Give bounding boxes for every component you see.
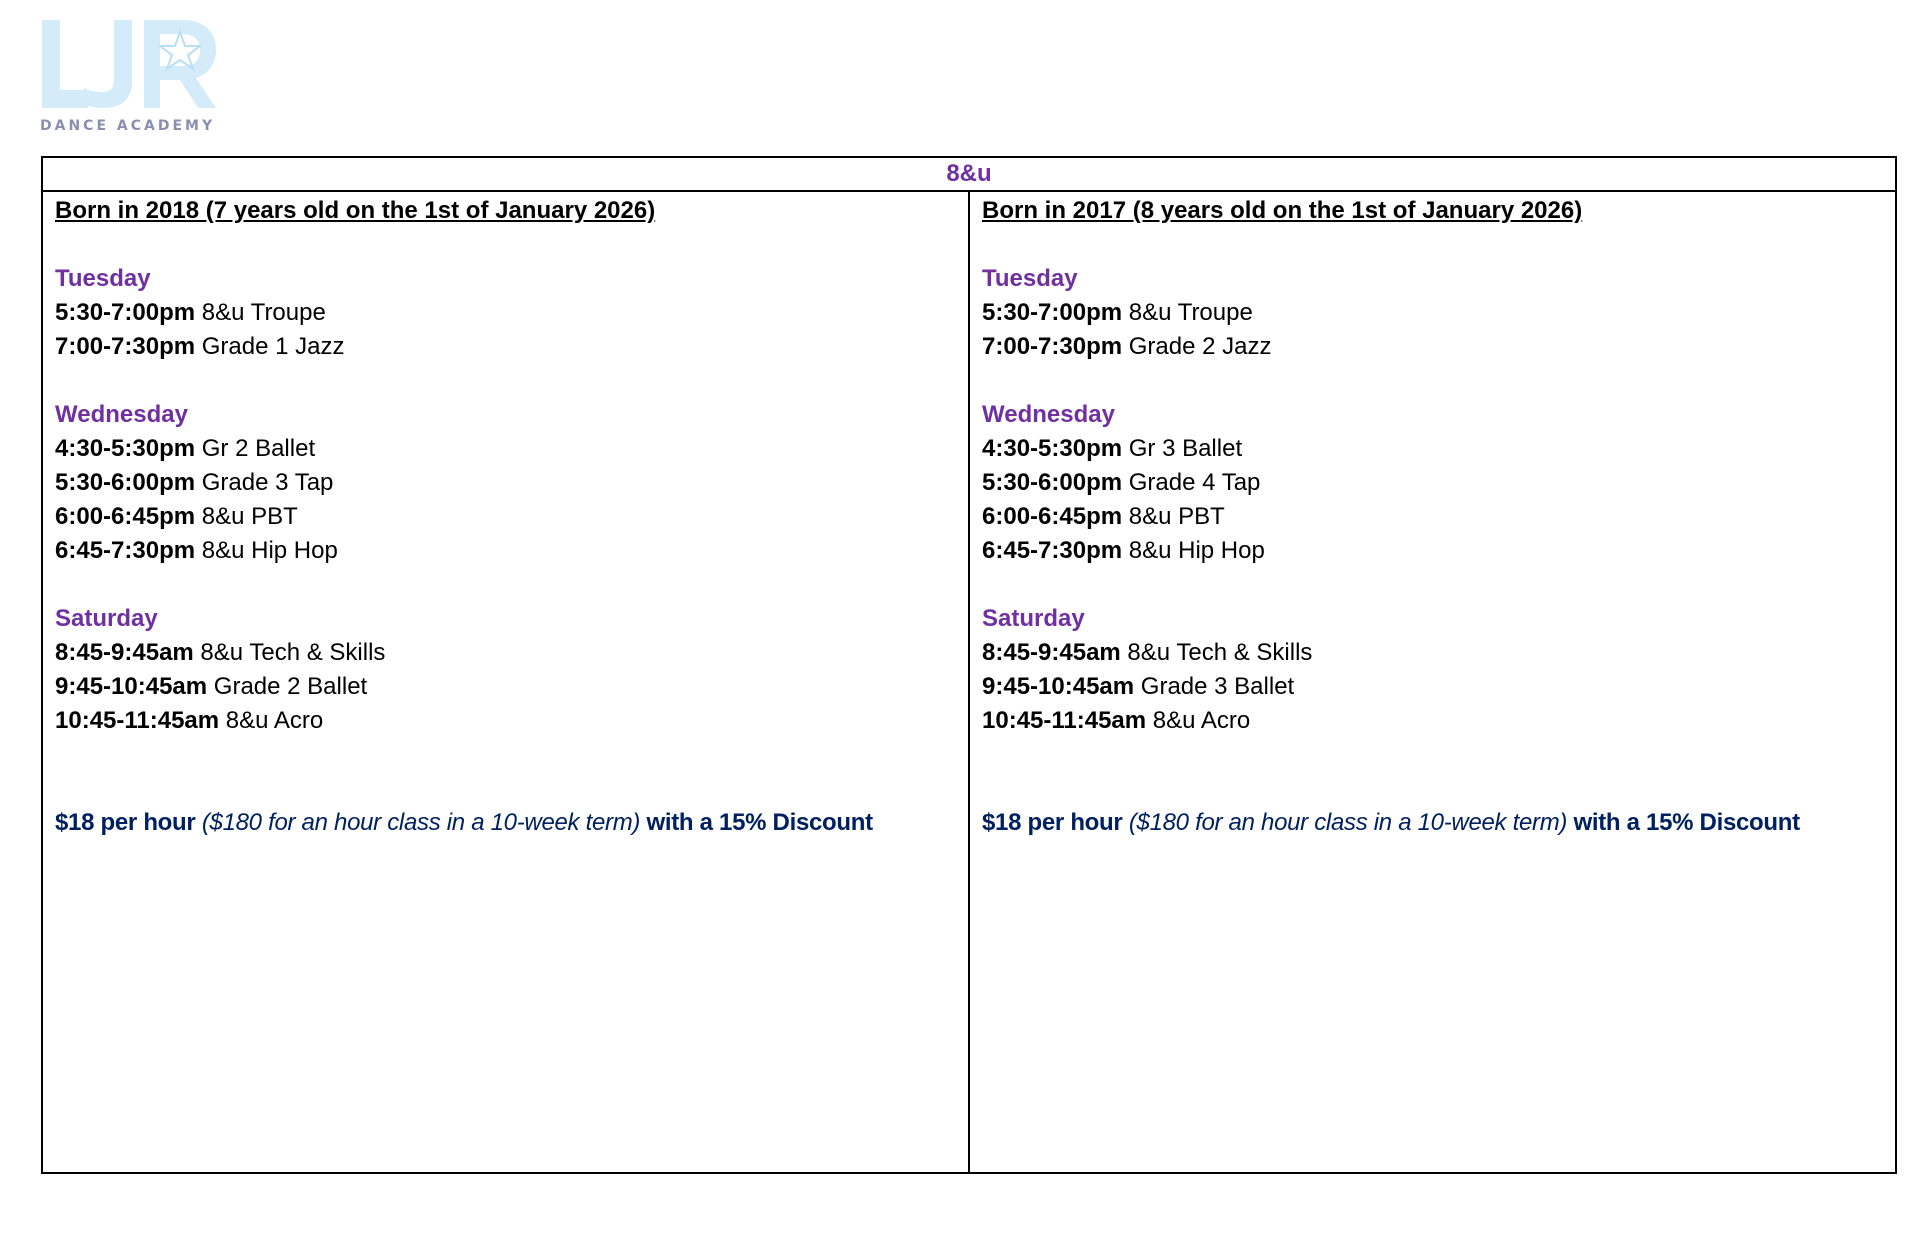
class-row: [982, 704, 1883, 738]
class-name: Grade 3 Ballet: [1140, 673, 1295, 700]
class-time: 5:30-6:00pm: [982, 469, 1123, 496]
class-name: 8&u Hip Hop: [1128, 537, 1265, 564]
class-time: 5:30-7:00pm: [982, 299, 1123, 326]
class-name: 8&u Troupe: [201, 299, 326, 326]
class-time: 6:45-7:30pm: [982, 537, 1123, 564]
class-name: Gr 3 Ballet: [1128, 435, 1243, 462]
academy-logo: [40, 18, 230, 138]
day-heading-saturday: Saturday: [982, 605, 1085, 632]
class-row: [982, 534, 1883, 568]
class-time: 7:00-7:30pm: [982, 333, 1123, 360]
class-time: 9:45-10:45am: [55, 673, 208, 700]
class-time: 6:00-6:45pm: [982, 503, 1123, 530]
class-name: 8&u Tech & Skills: [200, 639, 386, 666]
class-time: 10:45-11:45am: [982, 707, 1147, 734]
class-row: [55, 500, 956, 534]
pricing-detail: ($180 for an hour class in a 10-week term): [201, 809, 641, 836]
schedule-column-2017: [968, 192, 1895, 1172]
class-time: 4:30-5:30pm: [982, 435, 1123, 462]
schedule-columns: [43, 192, 1895, 1172]
pricing-rate: $18 per hour: [55, 809, 196, 836]
class-row: [55, 330, 956, 364]
class-time: 8:45-9:45am: [982, 639, 1121, 666]
pricing-rate: $18 per hour: [982, 809, 1123, 836]
pricing-line: [982, 806, 1883, 840]
class-time: 5:30-7:00pm: [55, 299, 196, 326]
class-row: [982, 432, 1883, 466]
pricing-line: [55, 806, 956, 840]
day-heading-tuesday: Tuesday: [55, 265, 151, 292]
class-name: Gr 2 Ballet: [201, 435, 316, 462]
class-time: 6:45-7:30pm: [55, 537, 196, 564]
class-row: [55, 466, 956, 500]
class-time: 6:00-6:45pm: [55, 503, 196, 530]
class-row: [982, 636, 1883, 670]
day-heading-wednesday: Wednesday: [982, 401, 1115, 428]
column-title: Born in 2018 (7 years old on the 1st of January 2026): [55, 197, 656, 224]
class-row: [55, 534, 956, 568]
pricing-discount: with a 15% Discount: [646, 809, 873, 836]
class-time: 8:45-9:45am: [55, 639, 194, 666]
class-row: [55, 432, 956, 466]
class-row: [982, 296, 1883, 330]
class-time: 4:30-5:30pm: [55, 435, 196, 462]
ljr-logo-mark: [40, 18, 220, 110]
class-name: 8&u Acro: [225, 707, 324, 734]
day-heading-saturday: Saturday: [55, 605, 158, 632]
class-row: [55, 670, 956, 704]
class-row: [55, 296, 956, 330]
day-heading-tuesday: Tuesday: [982, 265, 1078, 292]
class-name: 8&u Acro: [1152, 707, 1251, 734]
class-row: [982, 466, 1883, 500]
class-row: [982, 330, 1883, 364]
class-name: 8&u Troupe: [1128, 299, 1253, 326]
schedule-column-2018: [43, 192, 968, 1172]
class-name: Grade 2 Jazz: [1128, 333, 1272, 360]
class-name: Grade 2 Ballet: [213, 673, 368, 700]
class-row: [55, 636, 956, 670]
class-time: 9:45-10:45am: [982, 673, 1135, 700]
class-name: 8&u PBT: [1128, 503, 1225, 530]
class-name: Grade 4 Tap: [1128, 469, 1261, 496]
schedule-table: [41, 156, 1897, 1174]
pricing-discount: with a 15% Discount: [1573, 809, 1800, 836]
logo-subtitle: DANCE ACADEMY: [40, 118, 216, 134]
class-name: 8&u PBT: [201, 503, 298, 530]
class-name: Grade 3 Tap: [201, 469, 334, 496]
pricing-detail: ($180 for an hour class in a 10-week term): [1128, 809, 1568, 836]
column-title: Born in 2017 (8 years old on the 1st of January 2026): [982, 197, 1583, 224]
class-name: 8&u Hip Hop: [201, 537, 338, 564]
class-row: [982, 500, 1883, 534]
class-time: 7:00-7:30pm: [55, 333, 196, 360]
class-row: [982, 670, 1883, 704]
class-time: 10:45-11:45am: [55, 707, 220, 734]
group-heading: 8&u: [43, 158, 1895, 192]
day-heading-wednesday: Wednesday: [55, 401, 188, 428]
class-name: Grade 1 Jazz: [201, 333, 345, 360]
class-row: [55, 704, 956, 738]
class-time: 5:30-6:00pm: [55, 469, 196, 496]
class-name: 8&u Tech & Skills: [1127, 639, 1313, 666]
